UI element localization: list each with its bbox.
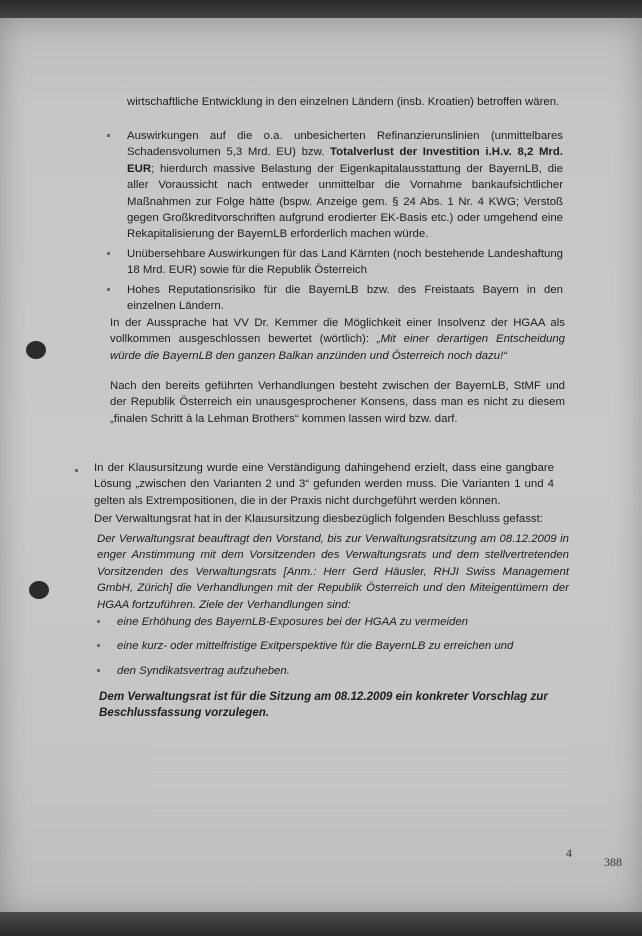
discussion-paragraph: In der Aussprache hat VV Dr. Kemmer die Möglichkeit einer Insolvenz der HGAA als vollkommen ausgeschlossen bewertet (wörtlich): „Mit einer derartigen Entscheidung würde die BayernLB den ganzen Balkan anzünden und Österreich noch dazu!“ — [110, 317, 565, 362]
goals-list — [117, 614, 557, 679]
discussion-paragraph-block — [110, 315, 565, 364]
stamp-number: 388 — [604, 855, 622, 869]
conclusion-block — [99, 689, 572, 722]
bullet-icon — [97, 644, 100, 647]
retreat-intro-block — [94, 460, 554, 509]
list-item: Hohes Reputationsrisiko für die BayernLB bzw. des Freistaats Bayern in den einzelnen Ländern. — [127, 282, 563, 315]
resolution-intro-block — [94, 511, 566, 527]
bullet-icon — [97, 669, 100, 672]
impact-list-block — [127, 128, 563, 317]
resolution-text-block — [97, 531, 569, 613]
impact-list — [127, 128, 563, 314]
list-item: Auswirkungen auf die o.a. unbesicherten Refinanzierunslinien (unmittelbares Schadensvolumen 5,3 Mrd. EU) bzw. Totalverlust der Investition i.H.v. 8,2 Mrd. EUR; hierdurch massive Belastung der Eigenkapitalausstattung der BayernLB, die aller Voraussicht nach entweder unmittelbar die Vornahme bankaufsichtlicher Maßnahmen zur Folge hätte (bspw. Anzeige gem. § 24 Abs. 1 Nr. 4 KWG; Verstoß gegen Großkreditvorschriften aufgrund erodierter EK-Basis etc.) oder umgehend eine Rekapitalisierung der BayernLB erforderlich machen würde. — [127, 128, 563, 243]
list-item: eine Erhöhung des BayernLB-Exposures bei der HGAA zu vermeiden — [117, 614, 557, 630]
bullet-icon — [75, 469, 78, 472]
consensus-paragraph-block — [110, 378, 565, 427]
emphasis-total-loss: Totalverlust der Investition i.H.v. 8,2 Mrd. EUR — [127, 146, 563, 175]
resolution-text: Der Verwaltungsrat beauftragt den Vorstand, bis zur Verwaltungsratsitzung am 08.12.2009 in enger Anstimmung mit dem Vorsitzenden des Verwaltungsrats und dem stellvertretenden Vorsitzenden des Verwaltungsrats [Anm.: Herr Gerd Häusler, RHJI Swiss Management GmbH, Zürich] die Verhandlungen mit der Republik Österreich und den Miteigentümern der HGAA fortzuführen. Ziele der Verhandlungen sind: — [97, 533, 569, 611]
goals-block — [117, 614, 557, 682]
bullet-icon — [97, 620, 100, 623]
punch-hole-upper — [26, 341, 46, 359]
retreat-intro-paragraph: In der Klausursitzung wurde eine Verständigung dahingehend erzielt, dass eine gangbare Lösung „zwischen den Varianten 2 und 3“ gefunden werden muss. Die Varianten 1 und 4 gelten als Extrempositionen, die in der Praxis nicht durchgeführt werden können. — [94, 462, 554, 507]
bullet-icon — [107, 134, 110, 137]
quote-kemmer: „Mit einer derartigen Entscheidung würde die BayernLB den ganzen Balkan anzünden und Österreich noch dazu!“ — [110, 333, 565, 362]
page-number: 4 — [566, 846, 572, 860]
scan-border-bottom — [0, 912, 642, 936]
lead-text-block — [127, 94, 562, 110]
list-item: den Syndikatsvertrag aufzuheben. — [117, 663, 557, 679]
lead-paragraph: wirtschaftliche Entwicklung in den einzelnen Ländern (insb. Kroatien) betroffen wären. — [127, 96, 560, 108]
list-item: Unübersehbare Auswirkungen für das Land Kärnten (noch bestehende Landeshaftung 18 Mrd. EUR) sowie für die Republik Österreich — [127, 246, 563, 279]
bullet-icon — [107, 252, 110, 255]
list-item: eine kurz- oder mittelfristige Exitperspektive für die BayernLB zu erreichen und — [117, 638, 557, 654]
consensus-paragraph: Nach den bereits geführten Verhandlungen besteht zwischen der BayernLB, StMF und der Republik Österreich ein unausgesprochener Konsens, dass man es nicht zu diesem „finalen Schritt à la Lehman Brothers“ kommen lassen wird bzw. darf. — [110, 380, 565, 425]
conclusion-paragraph: Dem Verwaltungsrat ist für die Sitzung am 08.12.2009 ein konkreter Vorschlag zur Beschlussfassung vorzulegen. — [99, 690, 548, 720]
bullet-icon — [107, 288, 110, 291]
punch-hole-lower — [29, 581, 49, 599]
bleed-through-text — [150, 745, 570, 815]
resolution-intro: Der Verwaltungsrat hat in der Klausursitzung diesbezüglich folgenden Beschluss gefasst: — [94, 513, 543, 525]
